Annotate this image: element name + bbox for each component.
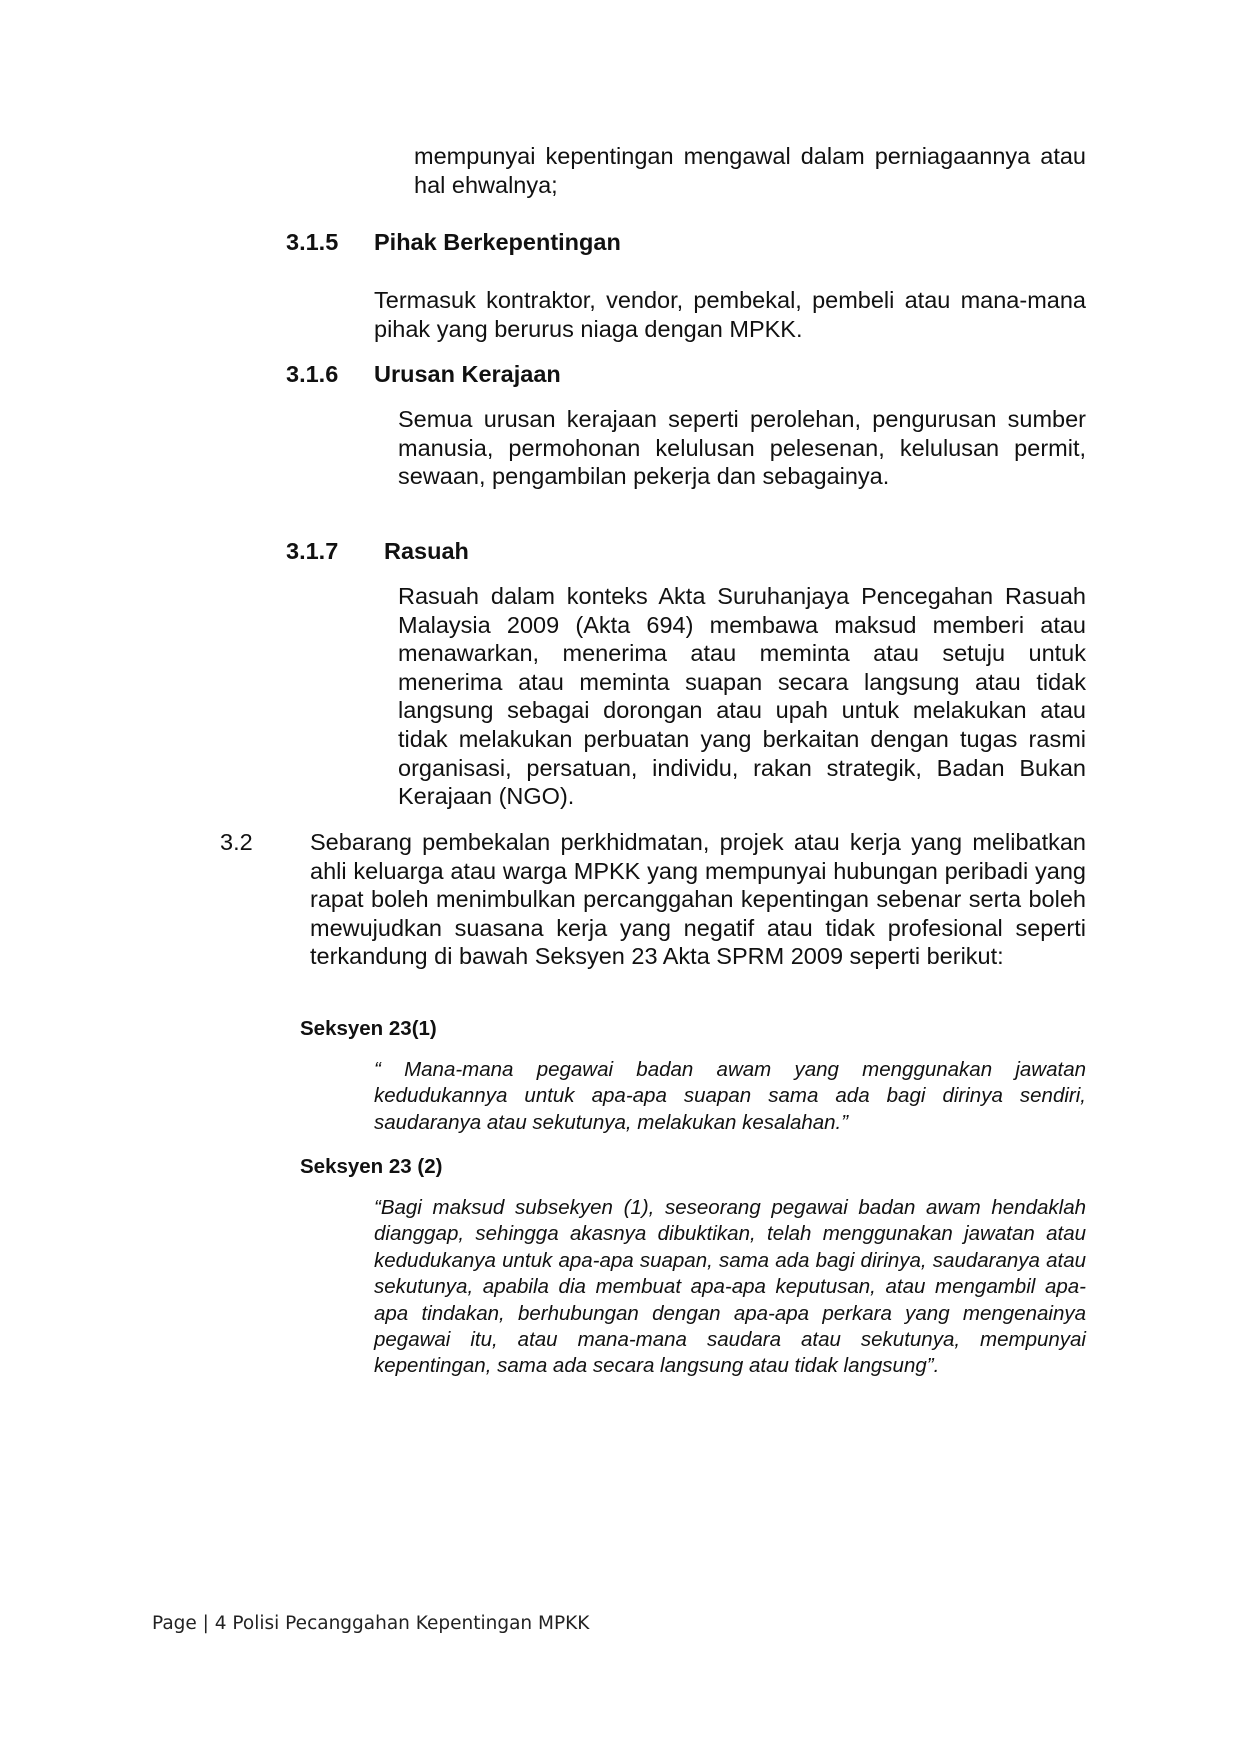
- page-footer: Page | 4 Polisi Pecanggahan Kepentingan MPKK: [152, 1613, 590, 1634]
- section-number-3-2: 3.2: [220, 829, 253, 855]
- section-title-rasuah: Rasuah: [384, 538, 469, 564]
- quote-heading-seksyen-23-1: Seksyen 23(1): [300, 1017, 437, 1040]
- section-body-3-2: Sebarang pembekalan perkhidmatan, projek atau kerja yang melibatkan ahli keluarga atau warga MPKK yang mempunyai hubungan peribadi yang rapat boleh menimbulkan percanggahan kepentingan sebenar serta boleh mewujudkan suasana kerja yang negatif atau tidak profesional seperti terkandung di bawah Seksyen 23 Akta SPRM 2009 seperti berikut:: [310, 829, 1086, 970]
- section-body-3-1-6: Semua urusan kerajaan seperti perolehan, pengurusan sumber manusia, permohonan kelulusan pelesenan, kelulusan permit, sewaan, pengambilan pekerja dan sebagainya.: [398, 406, 1086, 490]
- quote-text-seksyen-23-2: “Bagi maksud subsekyen (1), seseorang pegawai badan awam hendaklah dianggap, sehingga akasnya dibuktikan, telah menggunakan jawatan atau kedudukanya untuk apa-apa suapan, sama ada bagi dirinya, saudaranya atau sekutunya, apabila dia membuat apa-apa keputusan, atau mengambil apa-apa tindakan, berhubungan dengan apa-apa perkara yang mengenainya pegawai itu, atau mana-mana saudara atau sekutunya, mempunyai kepentingan, sama ada secara langsung atau tidak langsung”.: [374, 1196, 1086, 1378]
- section-number-3-1-5: 3.1.5: [286, 229, 339, 255]
- continuation-paragraph: mempunyai kepentingan mengawal dalam perniagaannya atau hal ehwalnya;: [414, 143, 1086, 198]
- section-body-3-1-7: Rasuah dalam konteks Akta Suruhanjaya Pencegahan Rasuah Malaysia 2009 (Akta 694) membawa maksud memberi atau menawarkan, menerima atau meminta atau setuju untuk menerima atau meminta suapan secara langsung atau tidak langsung sebagai dorongan atau upah untuk melakukan atau tidak melakukan perbuatan yang berkaitan dengan tugas rasmi organisasi, persatuan, individu, rakan strategik, Badan Bukan Kerajaan (NGO).: [398, 583, 1086, 810]
- section-title-pihak-berkepentingan: Pihak Berkepentingan: [374, 229, 621, 255]
- section-body-3-1-5: Termasuk kontraktor, vendor, pembekal, pembeli atau mana-mana pihak yang berurus niaga dengan MPKK.: [374, 287, 1086, 342]
- section-number-3-1-6: 3.1.6: [286, 361, 339, 387]
- quote-heading-seksyen-23-2: Seksyen 23 (2): [300, 1155, 443, 1178]
- section-title-urusan-kerajaan: Urusan Kerajaan: [374, 361, 561, 387]
- quote-text-seksyen-23-1: “ Mana-mana pegawai badan awam yang menggunakan jawatan kedudukannya untuk apa-apa suapan sama ada bagi dirinya sendiri, saudaranya atau sekutunya, melakukan kesalahan.”: [374, 1058, 1086, 1134]
- section-number-3-1-7: 3.1.7: [286, 538, 339, 564]
